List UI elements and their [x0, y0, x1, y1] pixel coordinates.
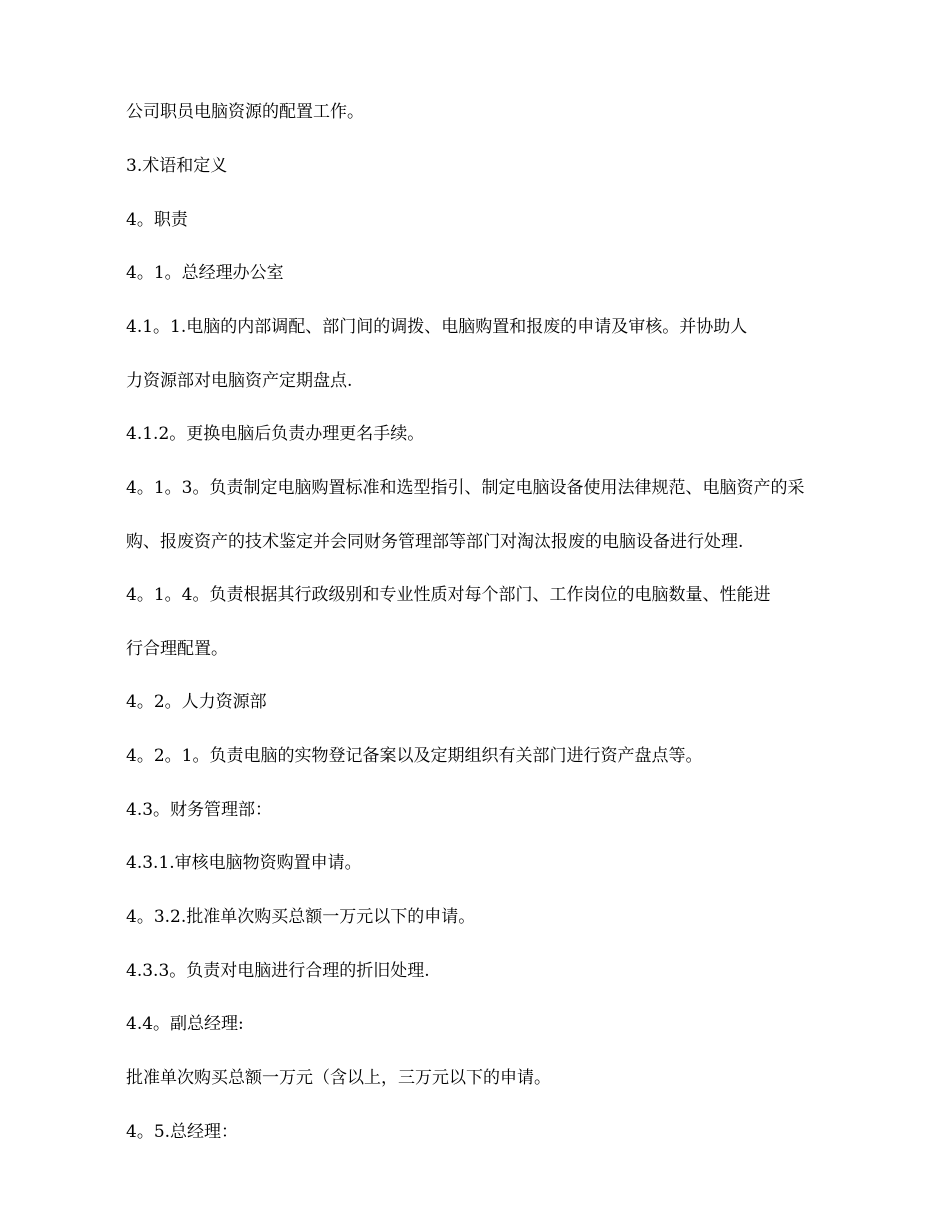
paragraph-line: 4。1。3。负责制定电脑购置标准和选型指引、制定电脑设备使用法律规范、电脑资产的采 [126, 478, 805, 498]
paragraph-line: 批准单次购买总额一万元（含以上，三万元以下的申请。 [126, 1068, 551, 1088]
section-heading: 3.术语和定义 [126, 156, 228, 176]
paragraph-line: 4.1.2。更换电脑后负责办理更名手续。 [126, 424, 425, 444]
subsection-heading: 4.3。财务管理部： [126, 800, 273, 820]
subsection-heading: 4。5.总经理： [126, 1122, 239, 1142]
paragraph-line: 4。3.2.批准单次购买总额一万元以下的申请。 [126, 907, 476, 927]
subsection-heading: 4。1。总经理办公室 [126, 263, 284, 283]
section-heading: 4。职责 [126, 210, 188, 230]
paragraph-line: 行合理配置。 [126, 639, 228, 659]
paragraph-line: 4。1。4。负责根据其行政级别和专业性质对每个部门、工作岗位的电脑数量、性能进 [126, 585, 771, 605]
paragraph-line: 4.1。1.电脑的内部调配、部门间的调拨、电脑购置和报废的申请及审核。并协助人 [126, 317, 748, 337]
paragraph-line: 购、报废资产的技术鉴定并会同财务管理部等部门对淘汰报废的电脑设备进行处理. [126, 532, 744, 552]
paragraph-line: 公司职员电脑资源的配置工作。 [126, 102, 364, 122]
subsection-heading: 4。2。人力资源部 [126, 692, 267, 712]
paragraph-line: 力资源部对电脑资产定期盘点. [126, 371, 353, 391]
subsection-heading: 4.4。副总经理: [126, 1014, 244, 1034]
paragraph-line: 4.3.1.审核电脑物资购置申请。 [126, 853, 362, 873]
paragraph-line: 4.3.3。负责对电脑进行合理的折旧处理. [126, 961, 430, 981]
paragraph-line: 4。2。1。负责电脑的实物登记备案以及定期组织有关部门进行资产盘点等。 [126, 746, 703, 766]
